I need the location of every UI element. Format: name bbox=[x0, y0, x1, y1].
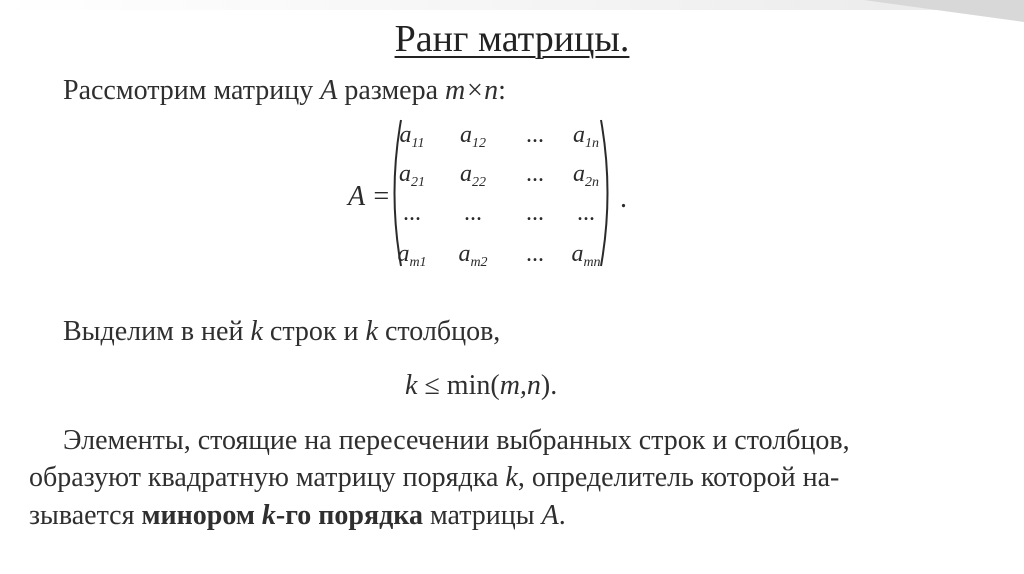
matrix-cell-base: ... bbox=[577, 200, 595, 226]
matrix-cell-base: a bbox=[460, 122, 472, 148]
matrix-cell-base: ... bbox=[526, 122, 544, 148]
matrix-cell-base: ... bbox=[403, 200, 421, 226]
matrix-cell-base: a bbox=[573, 122, 585, 148]
matrix-cell-index: m1 bbox=[409, 255, 427, 270]
matrix-cell-base: ... bbox=[526, 241, 544, 267]
paragraph-line-1: Элементы, стоящие на пересечении выбранных строк и столбцов, bbox=[63, 425, 850, 456]
k-inequality-formula: k ≤ min(m,n). bbox=[405, 370, 558, 401]
matrix-cell bbox=[382, 241, 442, 271]
matrix-cell-index: m2 bbox=[470, 255, 488, 270]
intro-line: Рассмотрим матрицу A размера m×n: bbox=[63, 75, 506, 106]
matrix-cell-base: ... bbox=[526, 200, 544, 226]
paragraph-line-2: образуют квадратную матрицу порядка k, определитель которой на- bbox=[29, 462, 840, 493]
matrix-cell bbox=[382, 122, 442, 152]
minor-term: минором k-го порядка bbox=[141, 500, 423, 531]
matrix-cell bbox=[382, 200, 442, 227]
matrix-cell-base: a bbox=[460, 161, 472, 187]
matrix-cell bbox=[443, 122, 503, 152]
matrix-cell-base: a bbox=[571, 241, 584, 267]
matrix-cell-base: a bbox=[397, 241, 410, 267]
paragraph-line-3: зывается минором k-го порядка матрицы A. bbox=[29, 500, 566, 531]
matrix-cell-base: a bbox=[573, 161, 585, 187]
matrix-cell-base: ... bbox=[526, 161, 544, 187]
select-line: Выделим в ней k строк и k столбцов, bbox=[63, 316, 501, 347]
matrix-cell bbox=[556, 241, 616, 271]
matrix-label: A = bbox=[348, 181, 391, 212]
matrix-cell-index: mn bbox=[583, 255, 601, 270]
matrix-cell-index: 11 bbox=[411, 136, 425, 151]
matrix-cell-index: 1n bbox=[585, 136, 599, 151]
matrix-cell bbox=[443, 200, 503, 227]
matrix-period: . bbox=[620, 183, 627, 214]
matrix-cell-base: a bbox=[399, 161, 411, 187]
matrix-cell bbox=[382, 161, 442, 191]
matrix-cell-base: a bbox=[399, 122, 412, 148]
matrix-cell-index: 12 bbox=[472, 136, 486, 151]
matrix-cell-base: ... bbox=[464, 200, 482, 226]
matrix-cell bbox=[443, 241, 503, 271]
matrix-cell bbox=[443, 161, 503, 191]
matrix-cell-index: 22 bbox=[472, 175, 486, 190]
matrix-cell-index: 21 bbox=[411, 175, 425, 190]
matrix-cell-index: 2n bbox=[585, 175, 599, 190]
matrix-cell bbox=[556, 200, 616, 227]
matrix-cell bbox=[556, 122, 616, 152]
matrix-cell bbox=[556, 161, 616, 191]
slide-title: Ранг матрицы. bbox=[394, 18, 630, 60]
matrix-cell-base: a bbox=[458, 241, 471, 267]
